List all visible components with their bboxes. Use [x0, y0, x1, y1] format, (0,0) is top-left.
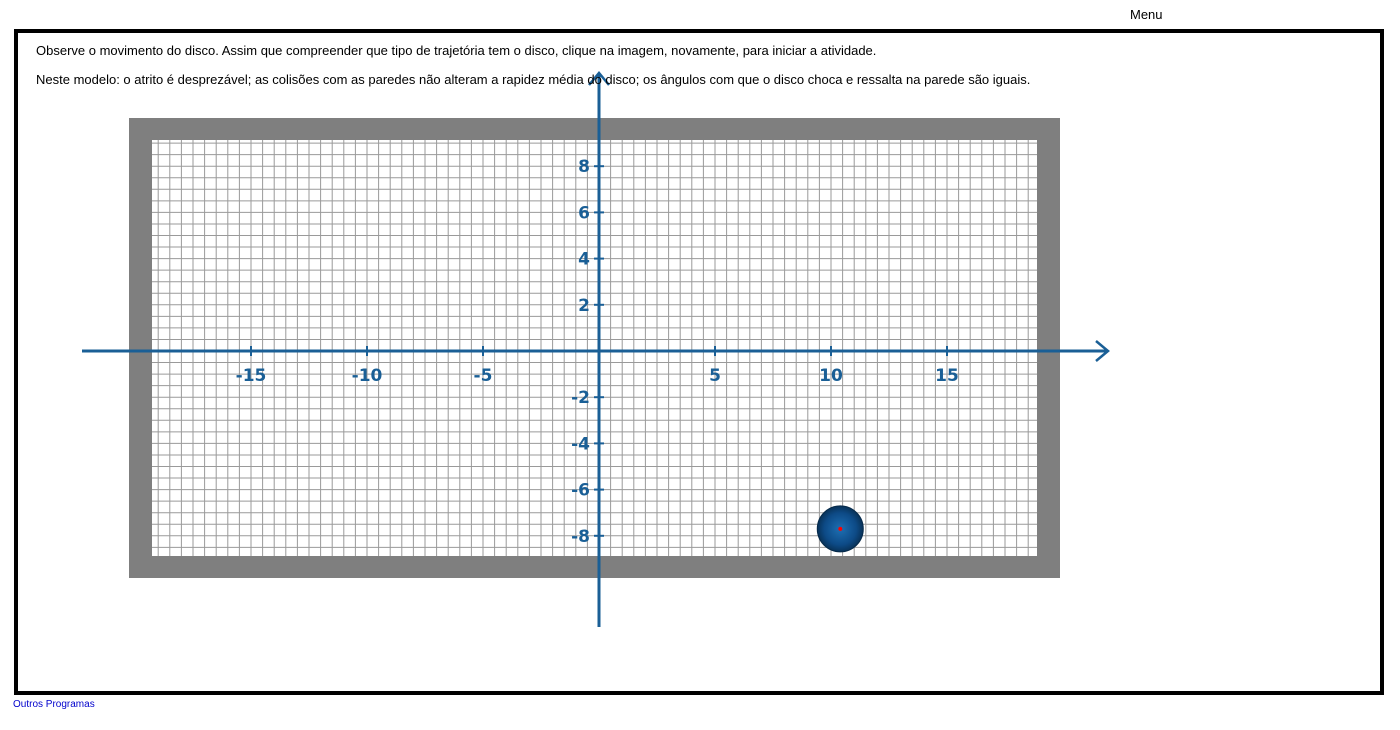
y-tick-label: 2 [578, 295, 590, 316]
y-tick-label: 4 [578, 249, 590, 270]
other-programs-link[interactable]: Outros Programas [13, 699, 95, 710]
disc[interactable] [817, 506, 863, 552]
x-tick-label: 15 [935, 366, 959, 386]
simulation-area[interactable] [18, 33, 1380, 691]
instruction-line-2: Neste modelo: o atrito é desprezável; as colisões com as paredes não alteram a rapidez média do disco; os ângulos com que o disco choca e ressalta na parede são iguais. [36, 72, 1031, 87]
instruction-line-1: Observe o movimento do disco. Assim que compreender que tipo de trajetória tem o disco, clique na imagem, novamente, para iniciar a atividade. [36, 43, 877, 58]
y-tick-label: -2 [571, 388, 590, 409]
x-tick-label: 10 [819, 366, 843, 386]
main-frame [14, 29, 1384, 695]
y-tick-label: -8 [571, 526, 590, 547]
x-tick-label: -10 [351, 366, 383, 386]
x-tick-label: -15 [235, 366, 267, 386]
y-tick-label: -6 [571, 480, 590, 501]
y-tick-label: 8 [578, 157, 590, 178]
y-tick-label: -4 [571, 434, 590, 455]
y-tick-label: 6 [578, 203, 590, 224]
x-tick-label: -5 [473, 366, 493, 386]
disc-center-dot [838, 527, 842, 531]
menu-link[interactable]: Menu [1130, 7, 1163, 22]
simulation-canvas[interactable] [18, 33, 1380, 691]
table-surface [152, 140, 1037, 556]
x-tick-label: 5 [709, 366, 721, 386]
